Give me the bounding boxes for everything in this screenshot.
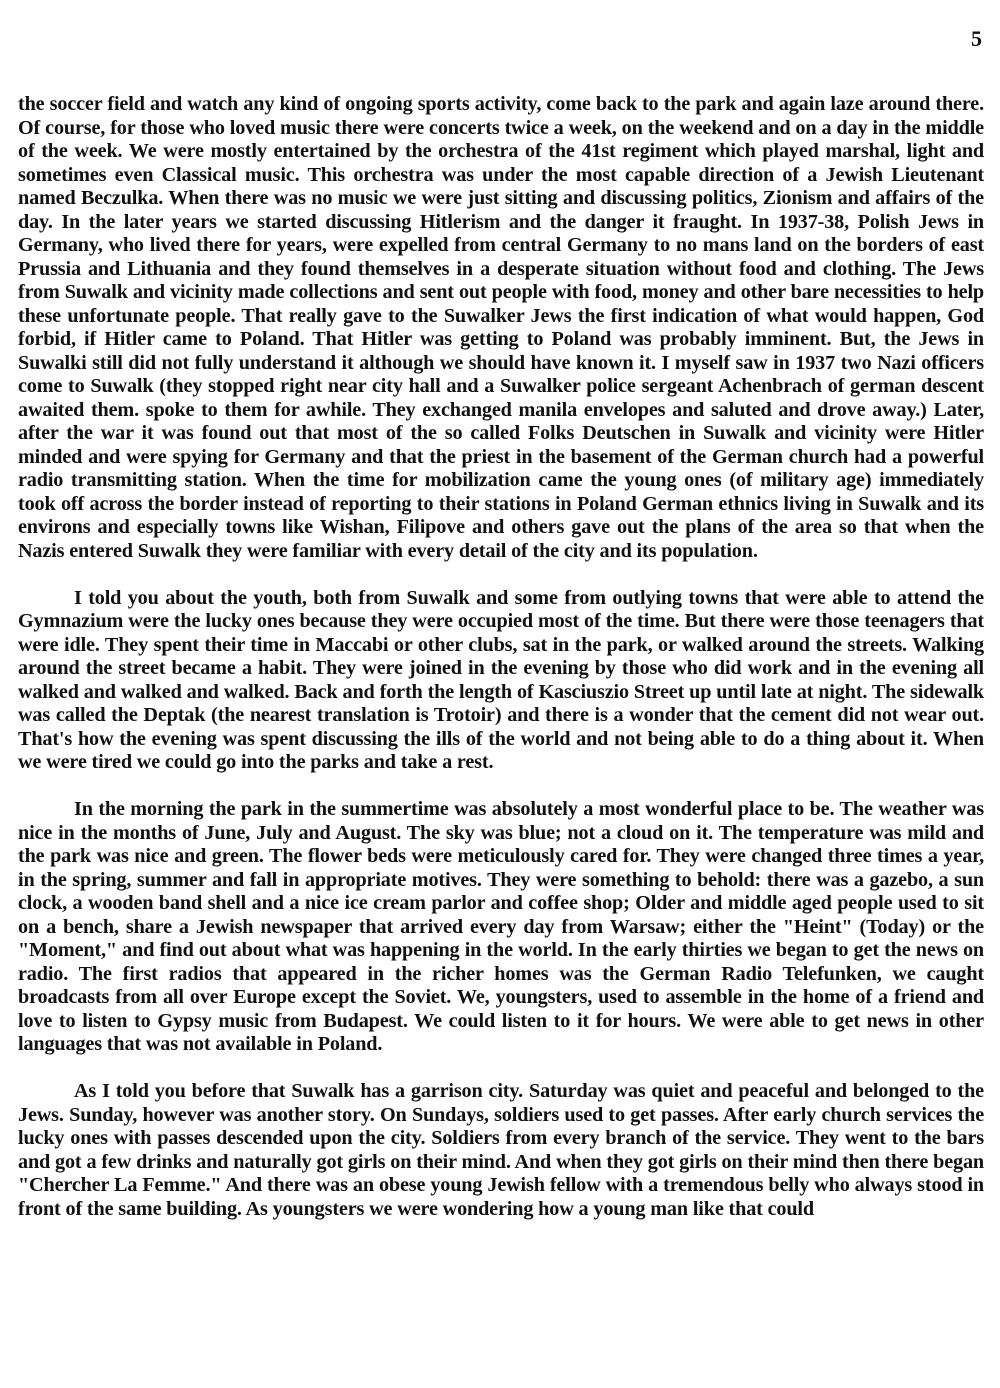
paragraph-3: In the morning the park in the summertime was absolutely a most wonderful place to be. The weather was nice in the months of June, July and August. The sky was blue; not a cloud on it. The temperature was mild and the park was nice and green. The flower beds were meticulously cared for. They were changed three times a year, in the spring, summer and fall in appropriate motives. They were something to behold: there was a gazebo, a sun clock, a wooden band shell and a nice ice cream parlor and coffee shop; Older and middle aged people used to sit on a bench, share a Jewish newspaper that arrived every day from Warsaw; either the "Heint" (Today) or the "Moment," and find out about what was happening in the world. In the early thirties we began to get the news on radio. The first radios that appeared in the richer homes was the German Radio Telefunken, we caught broadcasts from all over Europe except the Soviet. We, youngsters, used to assemble in the home of a friend and love to listen to Gypsy music from Budapest. We could listen to it for hours. We were able to get news in other languages that was not available in Poland.: [18, 798, 984, 1055]
body-text: [18, 93, 984, 1245]
page-number: 5: [971, 26, 982, 51]
paragraph-2: I told you about the youth, both from Suwalk and some from outlying towns that were able to attend the Gymnazium were the lucky ones because they were occupied most of the time. But there were those teenagers that were idle. They spent their time in Maccabi or other clubs, sat in the park, or walked around the streets. Walking around the street became a habit. They were joined in the evening by those who did work and in the evening all walked and walked and walked. Back and forth the length of Kasciuszio Street up until late at night. The sidewalk was called the Deptak (the nearest translation is Trotoir) and there is a wonder that the cement did not wear out. That's how the evening was spent discussing the ills of the world and not being able to do a thing about it. When we were tired we could go into the parks and take a rest.: [18, 586, 984, 773]
paragraph-1: the soccer field and watch any kind of ongoing sports activity, come back to the park and again laze around there. Of course, for those who loved music there were concerts twice a week, on the weekend and on a day in the middle of the week. We were mostly entertained by the orchestra of the 41st regiment which played marshal, light and sometimes even Classical music. This orchestra was under the most capable direction of a Jewish Lieutenant named Beczulka. When there was no music we were just sitting and discussing politics, Zionism and affairs of the day. In the later years we started discussing Hitlerism and the danger it fraught. In 1937-38, Polish Jews in Germany, who lived there for years, were expelled from central Germany to no mans land on the borders of east Prussia and Lithuania and they found themselves in a desperate situation without food and clothing. The Jews from Suwalk and vicinity made collections and sent out people with food, money and other bare necessities to help these unfortunate people. That really gave to the Suwalker Jews the first indication of what would happen, God forbid, if Hitler came to Poland. That Hitler was getting to Poland was probably imminent. But, the Jews in Suwalki still did not fully understand it although we should have known it. I myself saw in 1937 two Nazi officers come to Suwalk (they stopped right near city hall and a Suwalker police sergeant Achenbrach of german descent awaited them. spoke to them for awhile. They exchanged manila envelopes and saluted and drove away.) Later, after the war it was found out that most of the so called Folks Deutschen in Suwalk and vicinity were Hitler minded and were spying for Germany and that the priest in the basement of the German church had a powerful radio transmitting station. When the time for mobilization came the young ones (of military age) immediately took off across the border instead of reporting to their stations in Poland German ethnics living in Suwalk and its environs and especially towns like Wishan, Filipove and others gave out the plans of the area so that when the Nazis entered Suwalk they were familiar with every detail of the city and its population.: [18, 93, 984, 562]
paragraph-4: As I told you before that Suwalk has a garrison city. Saturday was quiet and peaceful and belonged to the Jews. Sunday, however was another story. On Sundays, soldiers used to get passes. After early church services the lucky ones with passes descended upon the city. Soldiers from every branch of the service. They went to the bars and got a few drinks and naturally got girls on their mind. And when they got girls on their mind then there began "Chercher La Femme." And there was an obese young Jewish fellow with a tremendous belly who always stood in front of the same building. As youngsters we were wondering how a young man like that could: [18, 1080, 984, 1220]
